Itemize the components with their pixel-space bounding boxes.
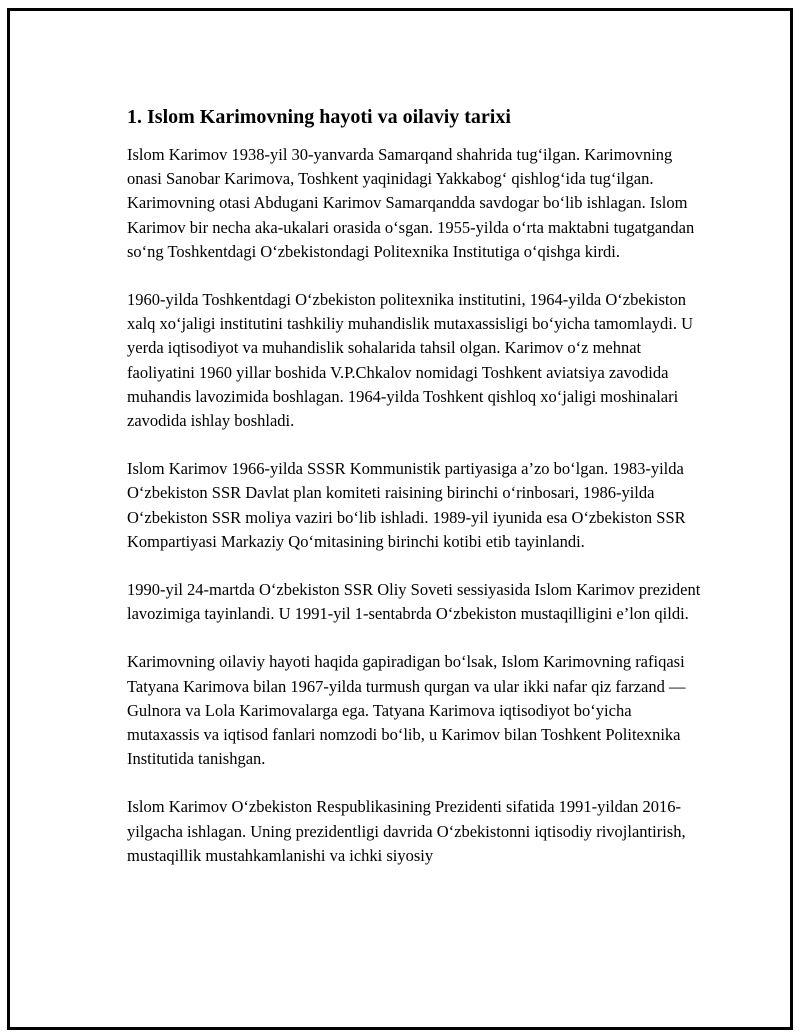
paragraph-president-term: Islom Karimov O‘zbekiston Respublikasining Prezidenti sifatida 1991-yildan 2016-yilgacha ishlagan. Uning prezidentligi davrida O‘zbekistonni iqtisodiy rivojlantirish, mustaqillik mustahkamlanishi va ichki siyosiy [127,797,686,865]
paragraph-birth: Islom Karimov 1938-yil 30-yanvarda Samarqand shahrida tug‘ilgan. Karimovning onasi Sanobar Karimova, Toshkent yaqinidagi Yakkabog‘ qishlog‘ida tug‘ilgan. Karimovning otasi Abdugani Karimov Samarqandda savdogar bo‘lib ishlagan. Islom Karimov bir necha aka-ukalari orasida o‘sgan. 1955-yilda o‘rta maktabni tugatgandan so‘ng Toshkentdagi O‘zbekistondagi Politexnika Institutiga o‘qishga kirdi. [127,145,695,261]
section-heading: 1. Islom Karimovning hayoti va oilaviy tarixi [127,106,511,128]
paragraph-presidency: 1990-yil 24-martda O‘zbekiston SSR Oliy Soveti sessiyasida Islom Karimov prezident lavozimiga tayinlandi. U 1991-yil 1-sentabrda O‘zbekiston mustaqilligini e’lon qildi. [127,580,701,624]
paragraph-family: Karimovning oilaviy hayoti haqida gapiradigan bo‘lsak, Islom Karimovning rafiqasi Tatyana Karimova bilan 1967-yilda turmush qurgan va ular ikki nafar qiz farzand — Gulnora va Lola Karimovalarga ega. Tatyana Karimova iqtisodiyot bo‘yicha mutaxassis va iqtisod fanlari nomzodi bo‘lib, u Karimov bilan Toshkent Politexnika Institutida tanishgan. [127,652,686,769]
paragraph-party-career: Islom Karimov 1966-yilda SSSR Kommunistik partiyasiga a’zo bo‘lgan. 1983-yilda O‘zbekiston SSR Davlat plan komiteti raisining birinchi o‘rinbosari, 1986-yilda O‘zbekiston SSR moliya vaziri bo‘lib ishladi. 1989-yil iyunida esa O‘zbekiston SSR Kompartiyasi Markaziy Qo‘mitasining birinchi kotibi etib tayinlandi. [127,459,686,551]
paragraph-education: 1960-yilda Toshkentdagi O‘zbekiston politexnika institutini, 1964-yilda O‘zbekiston xalq xo‘jaligi institutini tashkiliy muhandislik mutaxassisligi bo‘yicha tamomlaydi. U yerda iqtisodiyot va muhandislik sohalarida tahsil olgan. Karimov o‘z mehnat faoliyatini 1960 yillar boshida V.P.Chkalov nomidagi Toshkent aviatsiya zavodida muhandis lavozimida boshlagan. 1964-yilda Toshkent qishloq xo‘jaligi moshinalari zavodida ishlay boshladi. [127,290,693,431]
page-frame [7,8,793,1030]
document-body [127,103,702,892]
